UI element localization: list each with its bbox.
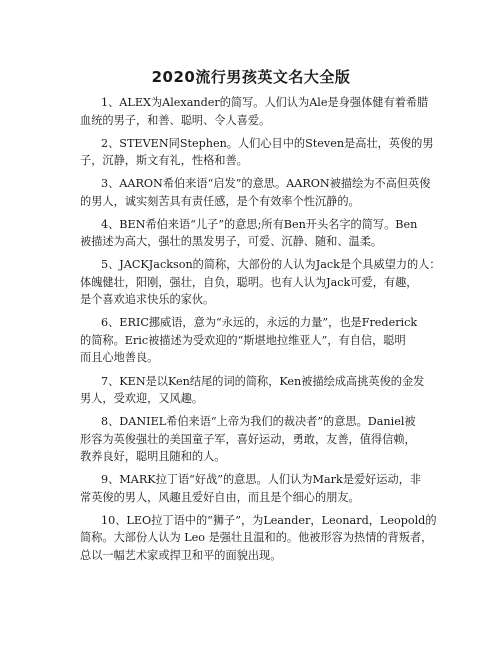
paragraph-line: 9、MARK拉丁语“好战”的意思。人们认为Mark是爱好运动，非 [101, 473, 422, 487]
paragraph-line: 总以一幅艺术家或捍卫和平的面貌出现。 [80, 548, 282, 562]
paragraph [80, 175, 431, 210]
paragraph-line: 常英俊的男人，风趣且爱好自由，而且是个细心的朋友。 [80, 490, 360, 504]
paragraph-line: 是个喜欢追求快乐的家伙。 [80, 293, 215, 307]
paragraph-line: 3、AARON希伯来语“启发”的意思。AARON被描绘为不高但英俊 [101, 177, 431, 191]
paragraph [80, 314, 425, 367]
paragraph [80, 373, 425, 408]
paragraph-line: 4、BEN希伯来语“儿子”的意思;所有Ben开头名字的简写。Ben [101, 217, 418, 231]
paragraph-line: 形容为英俊强壮的美国童子军，喜好运动，勇敢，友善，值得信赖， [80, 432, 416, 446]
paragraph-line: 10、LEO拉丁语中的“狮子”，为Leander，Leonard，Leopold的 [101, 513, 437, 527]
paragraph [80, 216, 425, 251]
paragraph [80, 94, 429, 129]
paragraph-line: 1、ALEX为Alexander的简写。人们认为Ale是身强体健有着希腊 [101, 96, 429, 109]
paragraph [80, 512, 437, 565]
document-body [80, 94, 441, 570]
paragraph-line: 简称。大部份人认为 Leo 是强壮且温和的。他被形容为热情的背叛者， [80, 531, 433, 545]
paragraph-line: 子，沉静，斯文有礼，性格和善。 [80, 154, 248, 168]
paragraph [80, 135, 434, 170]
paragraph-line: 2、STEVEN同Stephen。人们心目中的Steven是高壮，英俊的男 [101, 136, 434, 150]
paragraph-line: 5、JACKJackson的简称，大部份的人认为Jack是个具威望力的人： [101, 258, 441, 272]
paragraph [80, 471, 425, 506]
paragraph-line: 7、KEN是以Ken结尾的词的简称，Ken被描绘成高挑英俊的金发 [101, 374, 425, 388]
paragraph-line: 被描述为高大，强壮的黑发男子，可爱、沉静、随和、温柔。 [80, 235, 383, 249]
paragraph-line: 的简称。Eric被描述为受欢迎的“斯堪地拉维亚人”，有自信，聪明 [80, 333, 406, 347]
paragraph-line: 男人，受欢迎，又风趣。 [80, 392, 204, 406]
paragraph-line: 6、ERIC挪威语，意为“永远的，永远的力量”，也是Frederick [101, 316, 418, 330]
paragraph-line: 8、DANIEL希伯来语“上帝为我们的裁决者”的意思。Daniel被 [101, 415, 416, 429]
paragraph-line: 的男人，诚实刻苦具有责任感，是个有效率个性沉静的。 [80, 194, 360, 208]
document-title: 2020流行男孩英文名大全版 [151, 68, 351, 86]
paragraph-line: 体魄健壮，阳刚，强壮，自负，聪明。也有人认为Jack可爱，有趣， [80, 275, 418, 289]
paragraph-line: 血统的男子，和善、聪明、令人喜爱。 [80, 113, 271, 127]
paragraph [80, 256, 441, 309]
paragraph-line: 教养良好，聪明且随和的人。 [80, 450, 226, 464]
paragraph-line: 而且心地善良。 [80, 351, 159, 365]
paragraph [80, 413, 425, 466]
